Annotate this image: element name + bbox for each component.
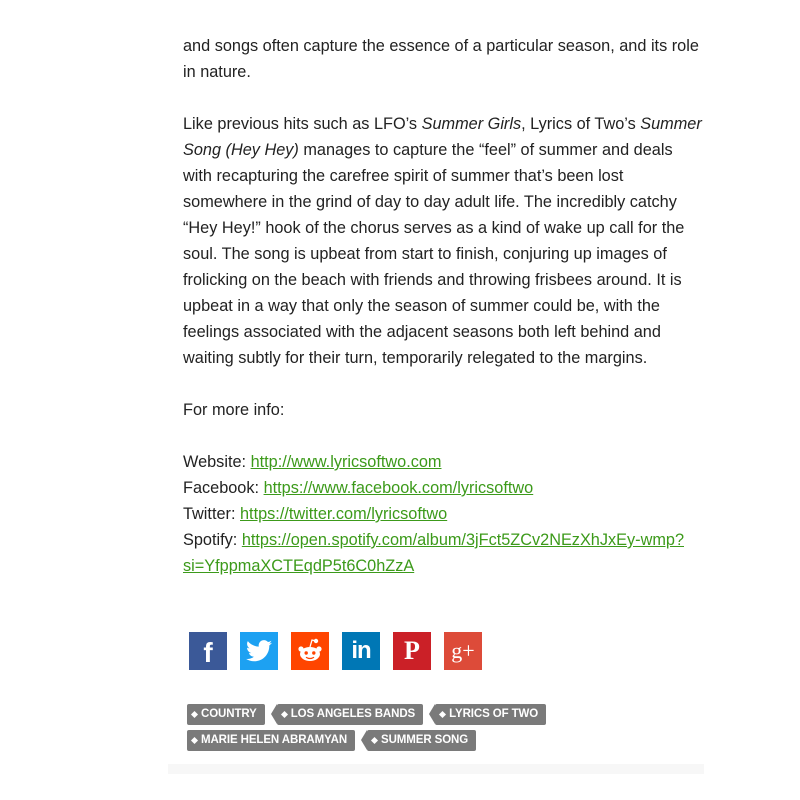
share-facebook-button[interactable] — [189, 632, 227, 670]
share-twitter-button[interactable] — [240, 632, 278, 670]
info-links — [183, 449, 703, 579]
spotify-line: Spotify: https://open.spotify.com/album/3jFct5ZCv2NEzXhJxEy-wmp?si=YfppmaXCTEqdP5t6C0hZzA — [183, 531, 684, 575]
tag-marie-helen-abramyan[interactable]: MARIE HELEN ABRAMYAN — [187, 730, 355, 751]
google-plus-icon: g+ — [451, 638, 475, 663]
song-title-summer-girls: Summer Girls — [421, 115, 522, 133]
facebook-link[interactable]: https://www.facebook.com/lyricsoftwo — [263, 479, 534, 497]
article-body — [183, 33, 703, 579]
tag-country[interactable]: COUNTRY — [187, 704, 265, 725]
pinterest-icon: P — [404, 636, 420, 665]
website-link[interactable]: http://www.lyricsoftwo.com — [250, 453, 442, 471]
article-paragraph: and songs often capture the essence of a particular season, and its role in nature. — [183, 37, 699, 81]
share-bar — [189, 632, 482, 670]
linkedin-icon: in — [351, 637, 371, 664]
facebook-icon: f — [203, 637, 213, 668]
facebook-line: Facebook: https://www.facebook.com/lyricsoftwo — [183, 479, 534, 497]
website-line: Website: http://www.lyricsoftwo.com — [183, 453, 442, 471]
reddit-icon — [295, 636, 325, 666]
share-google-plus-button[interactable] — [444, 632, 482, 670]
tag-lyrics-of-two[interactable]: LYRICS OF TWO — [435, 704, 546, 725]
twitter-line: Twitter: https://twitter.com/lyricsoftwo — [183, 505, 448, 523]
footer-divider — [168, 764, 704, 774]
share-linkedin-button[interactable] — [342, 632, 380, 670]
more-info-heading: For more info: — [183, 401, 285, 419]
song-title-summer-song: Summer Song (Hey Hey) — [183, 115, 702, 159]
tag-list — [187, 704, 547, 751]
twitter-link[interactable]: https://twitter.com/lyricsoftwo — [240, 505, 448, 523]
twitter-icon — [246, 640, 272, 662]
tag-los-angeles-bands[interactable]: LOS ANGELES BANDS — [277, 704, 423, 725]
spotify-link[interactable]: https://open.spotify.com/album/3jFct5ZCv2NEzXhJxEy-wmp?si=YfppmaXCTEqdP5t6C0hZzA — [183, 531, 684, 575]
tag-summer-song[interactable]: SUMMER SONG — [367, 730, 476, 751]
share-reddit-button[interactable] — [291, 632, 329, 670]
share-pinterest-button[interactable] — [393, 632, 431, 670]
article-paragraph: Like previous hits such as LFO’s Summer Girls, Lyrics of Two’s Summer Song (Hey Hey) manages to capture the “feel” of summer and deals with recapturing the carefree spirit of summer that’s been lost somewhere in the grind of day to day adult life. The incredibly catchy “Hey Hey!” hook of the chorus serves as a kind of wake up call for the soul. The song is upbeat from start to finish, conjuring up images of frolicking on the beach with friends and throwing frisbees around. It is upbeat in a way that only the season of summer could be, with the feelings associated with the adjacent seasons both left behind and waiting subtly for their turn, temporarily relegated to the margins. — [183, 115, 702, 367]
